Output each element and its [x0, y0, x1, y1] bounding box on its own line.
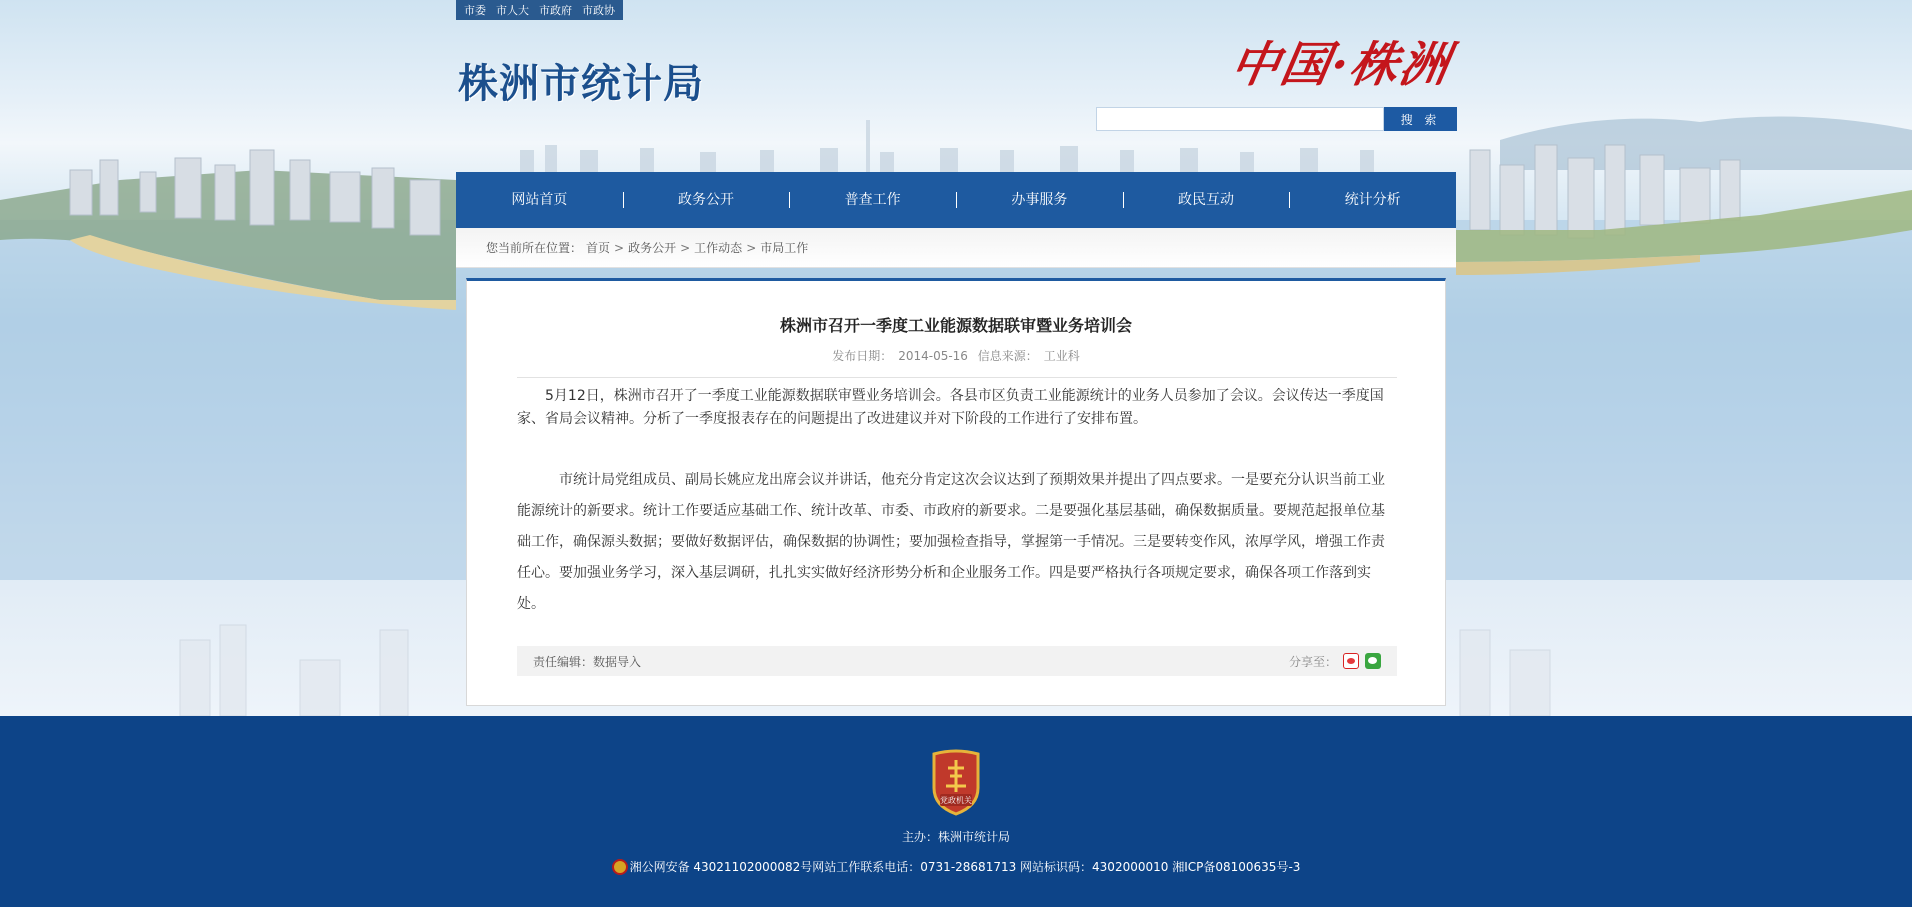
top-link-government[interactable]: 市政府 [539, 4, 572, 17]
host-label: 主办： [901, 830, 938, 844]
date-label: 发布日期： [832, 349, 893, 363]
breadcrumb-separator: > [614, 240, 625, 255]
breadcrumb-gov-affairs[interactable]: 政务公开 [628, 241, 677, 255]
share-group [1289, 653, 1381, 670]
city-brand-logo: 中国·株洲 [1226, 37, 1455, 93]
wechat-icon[interactable] [1365, 653, 1381, 669]
top-links-bar [456, 0, 623, 20]
breadcrumb-bureau-work[interactable]: 市局工作 [760, 241, 809, 255]
article-panel [466, 278, 1446, 706]
share-label: 分享至： [1288, 654, 1337, 669]
article-paragraph: 市统计局党组成员、副局长姚应龙出席会议并讲话，他充分肯定这次会议达到了预期效果并提出了四点要求。一是要充分认识当前工业能源统计的新要求。统计工作要适应基础工作、统计改革、市委、市政府的新要求。二是要强化基层基础，确保数据质量。要规范起报单位基础工作，确保源头数据；要做好数据评估，确保数据的协调性；要加强检查指导，掌握第一手情况。三是要转变作风，浓厚学风，增强工作责任心。要加强业务学习，深入基层调研，扎扎实实做好经济形势分析和企业服务工作。四是要严格执行各项规定要求，确保各项工作落到实处。 [517, 472, 1385, 612]
article-title: 株洲市召开一季度工业能源数据联审暨业务培训会 [779, 316, 1132, 335]
breadcrumb-home[interactable]: 首页 [586, 241, 611, 255]
article-paragraph: 5月12日，株洲市召开了一季度工业能源数据联审暨业务培训会。各县市区负责工业能源统计的业务人员参加了会议。会议传达一季度国家、省局会议精神。分析了一季度报表存在的问题提出了改进建议并对下阶段的工作进行了安排布置。 [517, 388, 1384, 427]
host-info [0, 828, 1912, 845]
publish-date: 2014-05-16 [898, 349, 968, 363]
nav-item-home[interactable]: 网站首页 [511, 192, 568, 208]
source-value: 工业科 [1043, 349, 1080, 363]
nav-item-census[interactable]: 普查工作 [789, 172, 956, 228]
title-divider [517, 377, 1397, 378]
breadcrumb-prefix: 您当前所在位置： [486, 241, 583, 255]
breadcrumb-work-news[interactable]: 工作动态 [694, 241, 743, 255]
nav-item-interaction[interactable]: 政民互动 [1123, 172, 1290, 228]
article-meta [467, 347, 1445, 364]
editor-label: 责任编辑： [533, 654, 594, 669]
breadcrumb-separator: > [746, 240, 757, 255]
top-link-party-committee[interactable]: 市委 [464, 4, 486, 17]
badge-label: 党政机关 [940, 796, 972, 805]
top-link-cppcc[interactable]: 市政协 [582, 4, 615, 17]
top-link-congress[interactable]: 市人大 [496, 4, 529, 17]
article-footer-bar [517, 646, 1397, 676]
editor-info [533, 653, 1289, 670]
site-title[interactable]: 株洲市统计局 [458, 61, 704, 107]
search-button[interactable]: 搜 索 [1384, 107, 1457, 131]
breadcrumb [456, 228, 1456, 268]
party-government-badge-icon[interactable] [928, 748, 984, 816]
police-badge-icon[interactable] [612, 859, 628, 875]
search-input[interactable] [1096, 107, 1384, 131]
main-nav [456, 172, 1456, 228]
nav-item-gov-affairs[interactable]: 政务公开 [623, 172, 790, 228]
site-footer [0, 716, 1912, 907]
icp-text[interactable]: 湘公网安备 43021102000082号网站工作联系电话：0731-28681713 网站标识码：4302000010 湘ICP备08100635号-3 [629, 860, 1301, 874]
weibo-icon[interactable] [1343, 653, 1359, 669]
editor-name: 数据导入 [593, 654, 642, 669]
breadcrumb-separator: > [680, 240, 691, 255]
host-name: 株洲市统计局 [938, 830, 1011, 844]
nav-item-analysis[interactable]: 统计分析 [1289, 172, 1456, 228]
nav-item-services[interactable]: 办事服务 [956, 172, 1123, 228]
source-label: 信息来源： [977, 349, 1038, 363]
icp-info [0, 858, 1912, 875]
